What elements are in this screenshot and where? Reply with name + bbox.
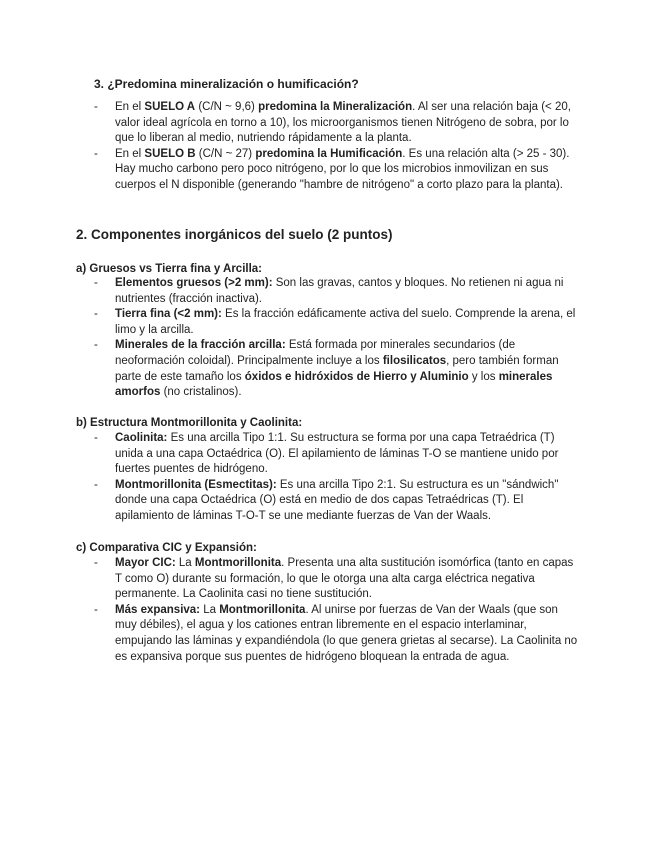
list-item-suelo-b: - En el SUELO B (C/N ~ 27) predomina la Humificación. Es una relación alta (> 25 - 30). Hay mucho carbono pero poco nitrógeno, por lo que los microbios inmovilizan en sus cuerpos el N disponible (generando "hambre de nitrógeno" a corto plazo para la planta).	[94, 147, 570, 191]
section-2-heading: 2. Componentes inorgánicos del suelo (2 puntos)	[76, 227, 393, 242]
list-item: - Elementos gruesos (>2 mm): Son las gravas, cantos y bloques. No retienen ni agua ni nutrientes (fracción inactiva).	[94, 277, 564, 305]
dash-bullet: -	[94, 478, 98, 491]
list-item: - Más expansiva: La Montmorillonita. Al unirse por fuerzas de Van der Waals (que son muy débiles), el agua y los cationes entran libremente en el espacio interlaminar, empujando las láminas y expandiéndola (lo que genera grietas al secarse). La Caolinita no es expansiva porque sus puentes de hidrógeno bloquean la entrada de agua.	[94, 603, 578, 663]
list-item: - Caolinita: Es una arcilla Tipo 1:1. Su estructura se forma por una capa Tetraédrica (T) unida a una capa Octaédrica (O). El apilamiento de láminas T-O se mantiene unido por fuertes puentes de hidrógeno.	[94, 432, 559, 476]
subsection-a-list	[76, 276, 580, 401]
dash-bullet: -	[94, 277, 98, 289]
list-item: - Tierra fina (<2 mm): Es la fracción edáficamente activa del suelo. Comprende la arena, el limo y la arcilla.	[94, 308, 576, 336]
dash-bullet: -	[94, 603, 98, 616]
subsection-a-heading: a) Gruesos vs Tierra fina y Arcilla:	[76, 263, 262, 275]
subsection-c-heading: c) Comparativa CIC y Expansión:	[76, 542, 257, 554]
dash-bullet: -	[94, 147, 98, 160]
suelo-a-label: SUELO A	[144, 101, 196, 113]
question-3-heading: 3. ¿Predomina mineralización o humificación?	[94, 77, 359, 91]
question-3-list	[76, 100, 580, 194]
suelo-b-conclusion: predomina la Humificación	[255, 147, 403, 160]
suelo-a-conclusion: predomina la Mineralización	[258, 101, 413, 113]
subsection-c-list	[76, 556, 580, 665]
dash-bullet: -	[94, 339, 98, 352]
dash-bullet: -	[94, 101, 98, 113]
dash-bullet: -	[94, 557, 98, 569]
list-item: - Minerales de la fracción arcilla: Está formada por minerales secundarios (de neoformación coloidal). Principalmente incluye a los filosilicatos, pero también forman parte de este tamaño los óxidos e hidróxidos de Hierro y Aluminio y los minerales amorfos (no cristalinos).	[94, 339, 559, 399]
subsection-b-list	[76, 431, 580, 525]
list-item: - Mayor CIC: La Montmorillonita. Presenta una alta sustitución isomórfica (tanto en capas T como O) durante su formación, lo que le otorga una alta carga eléctrica negativa permanente. La Caolinita casi no tiene sustitución.	[94, 557, 574, 601]
list-item: - Montmorillonita (Esmectitas): Es una arcilla Tipo 2:1. Su estructura es un "sándwich" donde una capa Octaédrica (O) está en medio de dos capas Tetraédricas (T). El apilamiento de láminas T-O-T se une mediante fuerzas de Van der Waals.	[94, 478, 559, 522]
dash-bullet: -	[94, 308, 98, 321]
subsection-b-heading: b) Estructura Montmorillonita y Caolinita:	[76, 417, 303, 429]
suelo-b-label: SUELO B	[144, 147, 196, 160]
list-item-suelo-a: - En el SUELO A (C/N ~ 9,6) predomina la Mineralización. Al ser una relación baja (< 20, valor ideal agrícola en torno a 10), los microorganismos tienen Nitrógeno de sobra, por lo que lo liberan al medio, nutriendo rápidamente a la planta.	[94, 101, 571, 145]
dash-bullet: -	[94, 432, 98, 444]
